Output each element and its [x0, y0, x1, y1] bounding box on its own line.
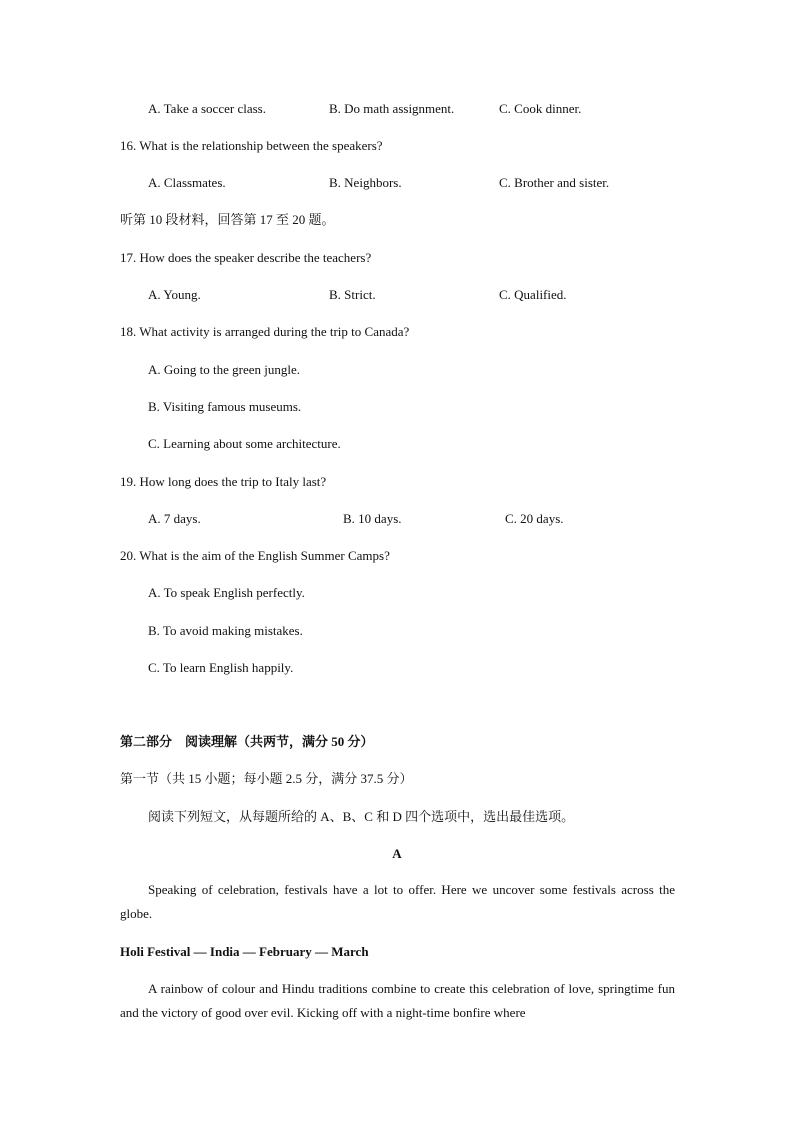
q20-option-b: B. To avoid making mistakes. — [148, 623, 303, 638]
q19-option-c: C. 20 days. — [505, 511, 564, 526]
part2-title: 第二部分 阅读理解（共两节，满分 50 分） — [120, 734, 374, 749]
q17-option-a: A. Young. — [148, 287, 201, 302]
reading-instruction: 阅读下列短文，从每题所给的 A、B、C 和 D 四个选项中，选出最佳选项。 — [148, 809, 575, 824]
q15-option-b: B. Do math assignment. — [329, 101, 455, 116]
q15-option-c: C. Cook dinner. — [499, 101, 582, 116]
q17-stem: 17. How does the speaker describe the teachers? — [120, 250, 372, 265]
q15-option-a: A. Take a soccer class. — [148, 101, 266, 116]
passage-label: A — [392, 846, 402, 861]
q16-option-c: C. Brother and sister. — [499, 175, 610, 190]
q18-option-c: C. Learning about some architecture. — [148, 436, 341, 451]
q17-option-b: B. Strict. — [329, 287, 376, 302]
listening-instruction-10: 听第 10 段材料，回答第 17 至 20 题。 — [120, 212, 335, 227]
q17-option-c: C. Qualified. — [499, 287, 567, 302]
q19-option-b: B. 10 days. — [343, 511, 402, 526]
festival-paragraph: A rainbow of colour and Hindu traditions combine to create this celebration of love, springtime fun and the victory of good over evil. Kicking off with a night-time bonfire where — [120, 981, 675, 1020]
q16-option-b: B. Neighbors. — [329, 175, 402, 190]
section1-title: 第一节（共 15 小题；每小题 2.5 分，满分 37.5 分） — [120, 771, 413, 786]
festival-heading: Holi Festival — India — February — March — [120, 944, 369, 959]
q18-stem: 18. What activity is arranged during the trip to Canada? — [120, 324, 410, 339]
q20-option-a: A. To speak English perfectly. — [148, 585, 305, 600]
q16-stem: 16. What is the relationship between the speakers? — [120, 138, 383, 153]
q16-option-a: A. Classmates. — [148, 175, 226, 190]
q20-option-c: C. To learn English happily. — [148, 660, 294, 675]
q18-option-a: A. Going to the green jungle. — [148, 362, 300, 377]
q19-option-a: A. 7 days. — [148, 511, 201, 526]
q18-option-b: B. Visiting famous museums. — [148, 399, 302, 414]
q19-stem: 19. How long does the trip to Italy last? — [120, 474, 327, 489]
passage-intro: Speaking of celebration, festivals have a lot to offer. Here we uncover some festivals across the globe. — [120, 882, 675, 921]
q20-stem: 20. What is the aim of the English Summer Camps? — [120, 548, 390, 563]
